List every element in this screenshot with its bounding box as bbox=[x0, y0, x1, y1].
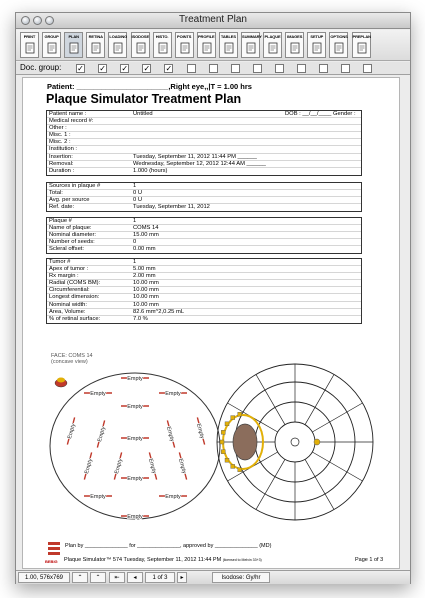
loading-icon bbox=[113, 42, 123, 54]
info-row bbox=[47, 146, 361, 153]
plaque-box bbox=[46, 217, 362, 254]
toolbar-button-label: IMAGES bbox=[287, 34, 303, 39]
seed-empty-label: Empty bbox=[127, 376, 143, 382]
info-row-label: Total: bbox=[49, 190, 63, 197]
info-row-value: 0 U bbox=[133, 197, 143, 204]
info-row-value: 10.00 mm bbox=[133, 280, 159, 287]
info-row-value: Wednesday, September 12, 2012 12:44 AM ______ bbox=[133, 160, 266, 167]
doc-group-checkbox[interactable]: ✓ bbox=[99, 64, 106, 73]
doc-group-checkbox[interactable] bbox=[319, 64, 328, 73]
first-page-icon[interactable]: ⇤ bbox=[109, 572, 125, 583]
retina-meridian bbox=[312, 403, 362, 432]
next-page-icon[interactable]: ▸ bbox=[177, 572, 187, 583]
toolbar-button-label: SUMMARY bbox=[242, 34, 262, 39]
info-row-value: Tuesday, September 11, 2012 11:44 PM ______ bbox=[133, 153, 257, 160]
seed-empty-label: Empty bbox=[84, 457, 94, 475]
images-icon bbox=[290, 42, 300, 54]
zoom-out-icon[interactable]: ⌃ bbox=[72, 572, 88, 583]
info-row-value: 1 bbox=[133, 183, 137, 189]
toolbar-button-label: PREPLAN bbox=[352, 34, 371, 39]
footer-text: Plaque Simulator™ 574 Tuesday, September 11, 2012 11:44 PM bbox=[64, 557, 222, 563]
info-row bbox=[47, 154, 361, 161]
retina-diagram bbox=[213, 360, 378, 525]
info-row-label: Patient name : bbox=[49, 111, 87, 117]
info-row-label: Scleral offset: bbox=[49, 246, 85, 253]
setup-icon bbox=[312, 42, 322, 54]
toolbar-button-label: ISODOSE bbox=[131, 34, 150, 39]
toolbar-tables-button[interactable] bbox=[219, 32, 238, 58]
info-row-value: Untitled bbox=[133, 111, 153, 117]
info-row bbox=[47, 246, 361, 253]
seed-empty-label: Empty bbox=[165, 391, 181, 397]
suture-eyelet bbox=[225, 458, 229, 462]
info-row bbox=[47, 259, 361, 266]
doc-group-checkbox[interactable] bbox=[363, 64, 372, 73]
treatment-plan-window bbox=[15, 12, 411, 584]
info-row-label: Name of plaque: bbox=[49, 225, 92, 232]
info-row bbox=[47, 280, 361, 287]
info-row-label: Nominal width: bbox=[49, 301, 88, 308]
info-row-label: Area, Volume: bbox=[49, 308, 86, 315]
doc-group-checkbox[interactable]: ✓ bbox=[143, 64, 151, 73]
info-row-label: Insertion: bbox=[49, 153, 73, 160]
info-row-label: Duration : bbox=[49, 167, 75, 174]
toolbar-button-label: SETUP bbox=[310, 34, 324, 39]
info-row bbox=[47, 273, 361, 280]
info-row-label: Other : bbox=[49, 125, 67, 132]
seed-empty-label: Empty bbox=[165, 494, 181, 500]
bebig-logo-icon bbox=[47, 540, 61, 558]
toolbar-group-button[interactable] bbox=[42, 32, 61, 58]
preplan-icon bbox=[357, 42, 367, 54]
doc-group-checkbox[interactable]: ✓ bbox=[121, 64, 129, 73]
seed-empty-label: Empty bbox=[114, 457, 124, 475]
info-row bbox=[47, 190, 361, 197]
plaque-outline bbox=[50, 373, 220, 519]
seed-empty-label: Empty bbox=[147, 457, 157, 475]
retina-ring bbox=[275, 422, 315, 462]
zoom-readout[interactable]: 1.00, 576x769 bbox=[18, 572, 70, 583]
patient-info-box bbox=[46, 110, 362, 176]
signature-line: Plan by ______________ for ______________, approved by ______________ (MD) bbox=[65, 543, 272, 549]
info-row bbox=[47, 139, 361, 146]
info-row bbox=[47, 232, 361, 239]
optic-disc-marker bbox=[314, 439, 320, 445]
footer-license: (licensed to Melvin 33+3) bbox=[222, 558, 262, 562]
toolbar-profile-button[interactable] bbox=[197, 32, 216, 58]
info-row bbox=[47, 287, 361, 294]
doc-group-label: Doc. group: bbox=[20, 63, 62, 72]
info-row bbox=[47, 309, 361, 316]
info-row bbox=[47, 125, 361, 132]
sources-box bbox=[46, 182, 362, 212]
info-row-value: 10.00 mm bbox=[133, 294, 159, 301]
report-footer bbox=[64, 557, 262, 563]
status-bar bbox=[16, 570, 410, 584]
patient-line: Patient: ______________________,Right eye,,|T = 1.00 hrs bbox=[47, 82, 252, 91]
seed-empty-label: Empty bbox=[195, 422, 205, 440]
profile-icon bbox=[202, 42, 212, 54]
info-row-value: Tuesday, September 11, 2012 bbox=[133, 204, 210, 211]
suture-eyelet bbox=[238, 412, 242, 416]
info-row bbox=[47, 168, 361, 175]
info-row-value: 7.0 % bbox=[133, 315, 148, 322]
seed-empty-label: Empty bbox=[67, 422, 77, 440]
suture-eyelet bbox=[221, 430, 225, 434]
doc-group-checkbox[interactable] bbox=[231, 64, 240, 73]
info-row-value: 10.00 mm bbox=[133, 301, 159, 308]
toolbar-plan-button[interactable] bbox=[64, 32, 83, 58]
info-row-value: 0 bbox=[133, 239, 137, 246]
toolbar-button-label: HISTO. bbox=[155, 34, 169, 39]
plaque-icon bbox=[268, 42, 278, 54]
toolbar-print-button[interactable] bbox=[20, 32, 39, 58]
info-row-label: % of retinal surface: bbox=[49, 315, 101, 322]
info-row-label: Misc. 2 : bbox=[49, 139, 71, 146]
info-row-label: Sources in plaque # bbox=[49, 183, 101, 189]
toolbar-button-label: GROUP bbox=[44, 34, 59, 39]
info-row-label: Tumor # bbox=[49, 259, 71, 265]
toolbar-button-label: PLAN bbox=[68, 34, 79, 39]
seed-empty-label: Empty bbox=[97, 425, 107, 443]
doc-group-bar bbox=[16, 62, 410, 75]
suture-eyelet bbox=[238, 468, 242, 472]
toolbar-button-label: PROFILE bbox=[197, 34, 215, 39]
toolbar-loading-button[interactable] bbox=[108, 32, 127, 58]
info-row-value: 0.00 mm bbox=[133, 246, 156, 253]
logo-text: BEBIG bbox=[45, 559, 58, 564]
toolbar-button-label: PLAQUE bbox=[264, 34, 281, 39]
plaque-face-diagram bbox=[43, 366, 228, 526]
info-row-value: 82.6 mm^2,0.25 mL bbox=[133, 308, 185, 315]
retina-meridian bbox=[256, 459, 285, 509]
info-row-label: Circumferential: bbox=[49, 287, 90, 294]
info-row bbox=[47, 161, 361, 168]
seed-empty-label: Empty bbox=[127, 514, 143, 520]
face-title: FACE: COMS 14 bbox=[51, 353, 93, 359]
seed-empty-label: Empty bbox=[127, 404, 143, 410]
retina-icon bbox=[91, 42, 101, 54]
toolbar-histo-button[interactable] bbox=[153, 32, 172, 58]
prev-page-icon[interactable]: ◂ bbox=[127, 572, 143, 583]
info-row-value: 1 bbox=[133, 259, 137, 265]
histo-icon bbox=[158, 42, 168, 54]
info-row-value: COMS 14 bbox=[133, 225, 159, 232]
info-row bbox=[47, 118, 361, 125]
toolbar bbox=[16, 30, 410, 61]
info-row-label: Plaque # bbox=[49, 218, 72, 224]
orientation-marker-top bbox=[57, 378, 65, 383]
toolbar-retina-button[interactable] bbox=[86, 32, 105, 58]
suture-eyelet bbox=[231, 416, 235, 420]
tables-icon bbox=[224, 42, 234, 54]
page-number: Page 1 of 3 bbox=[355, 557, 384, 563]
info-row-label: Misc. 1 : bbox=[49, 132, 71, 139]
info-row-label: Nominal diameter: bbox=[49, 232, 97, 239]
info-row-value: 0 U bbox=[133, 190, 143, 197]
info-row bbox=[47, 225, 361, 232]
toolbar-button-label: LOADING bbox=[109, 34, 128, 39]
suture-eyelet bbox=[231, 464, 235, 468]
seed-empty-label: Empty bbox=[127, 436, 143, 442]
info-row-value: 1.000 (hours) bbox=[133, 167, 168, 174]
suture-eyelet bbox=[220, 440, 224, 444]
doc-group-checkbox[interactable] bbox=[341, 64, 350, 73]
tumor-footprint bbox=[233, 424, 257, 460]
info-row bbox=[47, 266, 361, 273]
retina-meridian bbox=[305, 375, 334, 425]
info-row-value: 5.00 mm bbox=[133, 266, 156, 273]
title-bar[interactable] bbox=[16, 13, 410, 29]
info-row-label: Longest dimension: bbox=[49, 294, 100, 301]
tumor-box bbox=[46, 258, 362, 324]
toolbar-button-label: OPTIONS bbox=[330, 34, 348, 39]
retina-meridian bbox=[312, 452, 362, 481]
window-title: Treatment Plan bbox=[179, 14, 247, 25]
plan-icon bbox=[69, 42, 79, 54]
info-row bbox=[47, 218, 361, 225]
info-row bbox=[47, 197, 361, 204]
isodose-units[interactable]: Isodose: Gy/hr bbox=[212, 572, 270, 583]
toolbar-isodose-button[interactable] bbox=[131, 32, 150, 58]
info-row-value: 1 bbox=[133, 218, 137, 224]
toolbar-button-label: POINTS bbox=[177, 34, 192, 39]
info-row-label: Institution : bbox=[49, 146, 78, 153]
face-subtitle: (concave view) bbox=[51, 359, 88, 365]
dob-gender: DOB : __/__/____ Gender : bbox=[285, 111, 356, 117]
info-row bbox=[47, 132, 361, 139]
info-row bbox=[47, 294, 361, 301]
report-page bbox=[22, 77, 400, 569]
info-row-label: Ref. date: bbox=[49, 204, 75, 211]
toolbar-button-label: TABLES bbox=[220, 34, 236, 39]
info-row-value: 10.00 mm bbox=[133, 287, 159, 294]
doc-group-checkbox[interactable]: ✓ bbox=[165, 64, 173, 73]
seed-empty-label: Empty bbox=[127, 476, 143, 482]
toolbar-points-button[interactable] bbox=[175, 32, 194, 58]
zoom-in-icon[interactable]: ⌃ bbox=[90, 572, 106, 583]
points-icon bbox=[180, 42, 190, 54]
doc-group-checkbox[interactable] bbox=[187, 64, 196, 73]
info-row bbox=[47, 204, 361, 211]
toolbar-options-button[interactable] bbox=[329, 32, 348, 58]
toolbar-button-label: RETINA bbox=[88, 34, 103, 39]
toolbar-preplan-button[interactable] bbox=[352, 32, 371, 58]
info-row bbox=[47, 111, 361, 118]
info-row-label: Removal: bbox=[49, 160, 74, 167]
info-row-label: Number of seeds: bbox=[49, 239, 95, 246]
seed-empty-label: Empty bbox=[90, 494, 106, 500]
info-row-value: 15.00 mm bbox=[133, 232, 159, 239]
group-icon bbox=[47, 42, 57, 54]
fovea-marker bbox=[291, 438, 299, 446]
info-row-value: 2.00 mm bbox=[133, 273, 156, 280]
isodose-icon bbox=[136, 42, 146, 54]
info-row-label: Apex of tumor : bbox=[49, 266, 89, 273]
report-title: Plaque Simulator Treatment Plan bbox=[46, 92, 242, 106]
page-indicator[interactable]: 1 of 3 bbox=[145, 572, 175, 583]
options-icon bbox=[334, 42, 344, 54]
toolbar-summary-button[interactable] bbox=[241, 32, 260, 58]
doc-group-checkbox[interactable]: ✓ bbox=[77, 64, 84, 73]
seed-empty-label: Empty bbox=[165, 425, 175, 443]
toolbar-plaque-button[interactable] bbox=[263, 32, 282, 58]
doc-group-checkbox[interactable] bbox=[209, 64, 218, 73]
info-row-label: Avg. per source bbox=[49, 197, 90, 204]
info-row bbox=[47, 316, 361, 323]
info-row-label: Rx margin : bbox=[49, 273, 79, 280]
doc-group-checkbox[interactable] bbox=[297, 64, 306, 73]
seed-empty-label: Empty bbox=[90, 391, 106, 397]
info-row bbox=[47, 239, 361, 246]
toolbar-images-button[interactable] bbox=[285, 32, 304, 58]
info-row bbox=[47, 302, 361, 309]
info-row-label: Medical record #: bbox=[49, 118, 94, 125]
info-row bbox=[47, 183, 361, 190]
retina-meridian bbox=[256, 375, 285, 425]
info-row-label: Radial (COMS BM): bbox=[49, 280, 101, 287]
seed-empty-label: Empty bbox=[177, 457, 187, 475]
print-icon bbox=[25, 42, 35, 54]
retina-meridian bbox=[305, 459, 334, 509]
summary-icon bbox=[246, 42, 256, 54]
doc-group-checkbox[interactable] bbox=[275, 64, 284, 73]
doc-group-checkbox[interactable] bbox=[253, 64, 262, 73]
toolbar-setup-button[interactable] bbox=[307, 32, 326, 58]
suture-eyelet bbox=[225, 422, 229, 426]
face-label bbox=[51, 353, 93, 365]
toolbar-button-label: PRINT bbox=[23, 34, 36, 39]
suture-eyelet bbox=[221, 450, 225, 454]
